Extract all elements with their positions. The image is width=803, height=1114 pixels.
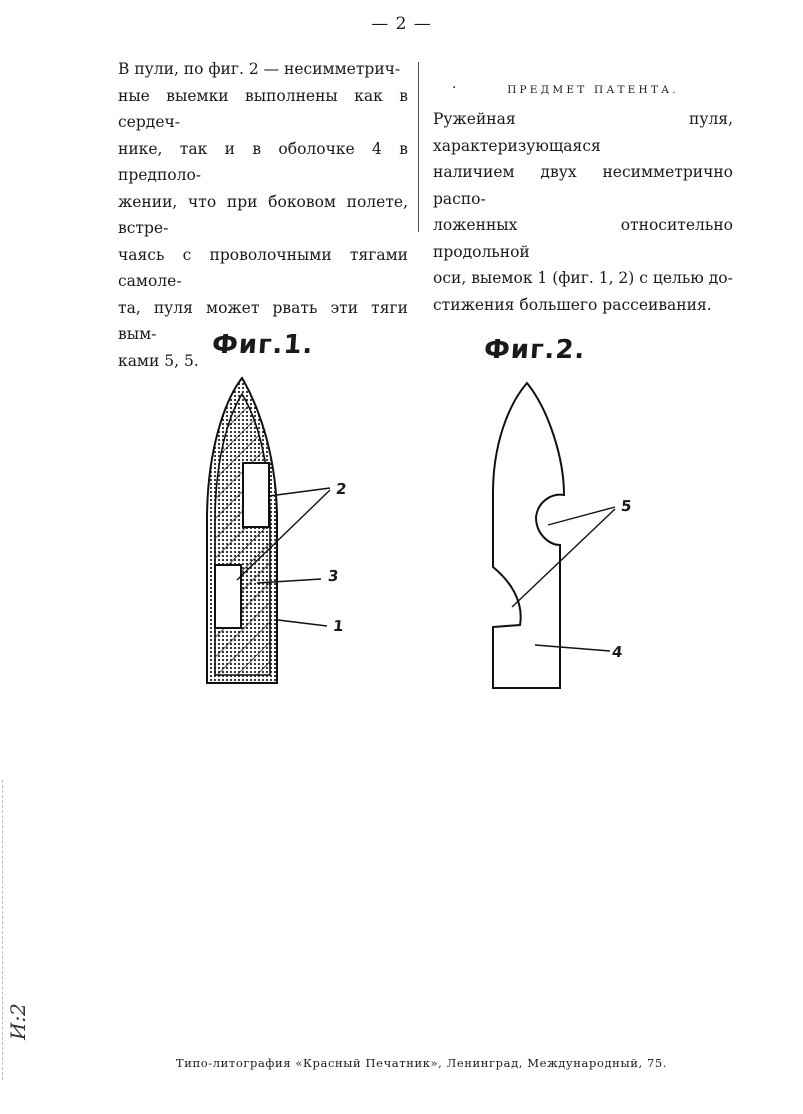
text-line: оси, выемок 1 (фиг. 1, 2) с целью до- bbox=[433, 269, 733, 287]
section-title bbox=[452, 80, 734, 96]
text-line: стижения большего рассеивания. bbox=[433, 295, 712, 314]
text-line: чаясь с проволочными тягами самоле- bbox=[118, 245, 408, 290]
fig1-bullet-drawing bbox=[185, 370, 355, 700]
text-line: Ружейная пуля, характеризующаяся bbox=[433, 110, 733, 155]
fig2-bullet-drawing bbox=[480, 375, 650, 700]
section-title-text: ПРЕДМЕТ ПАТЕНТА. bbox=[507, 84, 679, 96]
column-divider bbox=[418, 62, 419, 232]
page-number: — 2 — bbox=[371, 14, 432, 34]
text-line: ные выемки выполнены как в сердеч- bbox=[118, 86, 408, 131]
fig1-cavity-upper bbox=[243, 463, 269, 527]
fig1-callout-3: 3 bbox=[327, 567, 340, 585]
right-column-text bbox=[433, 106, 733, 318]
fig2-callout-4: 4 bbox=[611, 643, 624, 661]
fig2-label: Фиг.2. bbox=[482, 335, 587, 365]
text-line: наличием двух несимметрично распо- bbox=[433, 163, 733, 208]
margin-handwritten-note: И:2 bbox=[6, 1003, 30, 1040]
printer-imprint: Типо-литография «Красный Печатник», Ленинград, Международный, 75. bbox=[175, 1056, 668, 1070]
text-line: ками 5, 5. bbox=[118, 351, 199, 370]
text-line: ложенных относительно продольной bbox=[433, 216, 733, 261]
left-column-text bbox=[118, 56, 408, 374]
text-line: нике, так и в оболочке 4 в предполо- bbox=[118, 139, 408, 184]
fig1-callout-2: 2 bbox=[335, 480, 348, 498]
fig2-callout-5: 5 bbox=[620, 497, 633, 515]
text-line: жении, что при боковом полете, встре- bbox=[118, 192, 408, 237]
fig1-label: Фиг.1. bbox=[210, 330, 315, 360]
fig1-callout-1: 1 bbox=[332, 617, 345, 635]
text-line: В пули, по фиг. 2 — несимметрич- bbox=[118, 60, 401, 78]
fig1-cavity-lower bbox=[215, 565, 241, 628]
text-line: та, пуля может рвать эти тяги вым- bbox=[118, 298, 408, 343]
margin-scan-mark bbox=[2, 780, 4, 1080]
title-dot: · bbox=[452, 80, 460, 96]
fig2-outline bbox=[493, 383, 564, 688]
